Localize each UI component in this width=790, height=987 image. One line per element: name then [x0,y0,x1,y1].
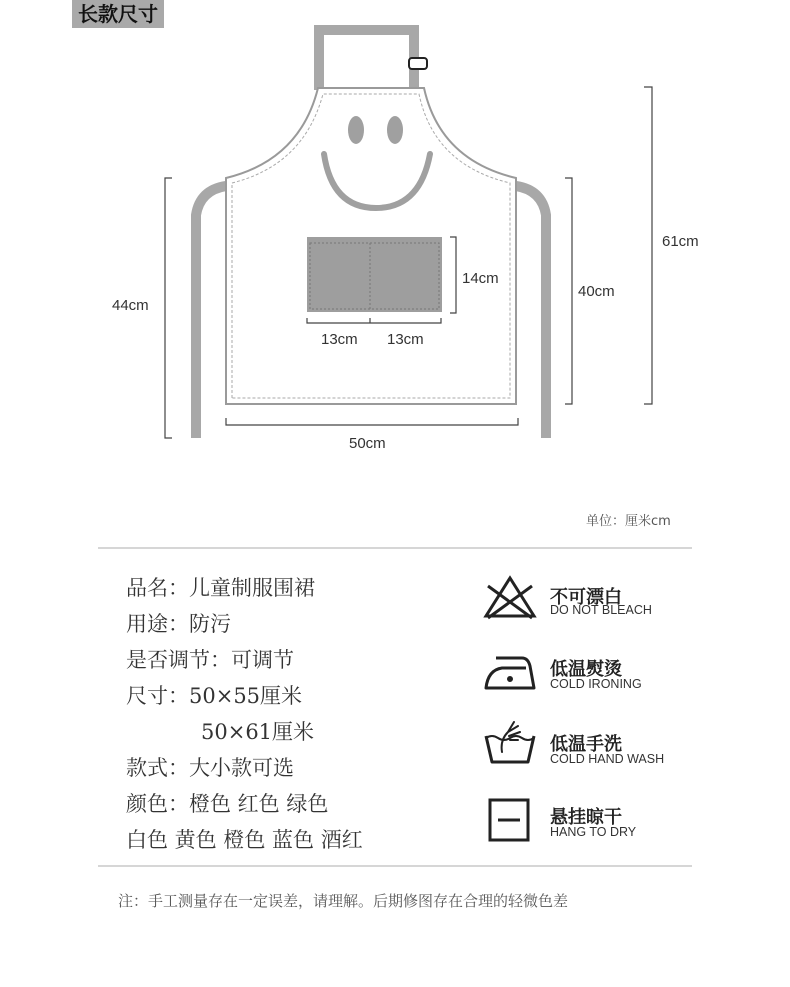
unit-note: 单位：厘米cm [586,514,671,529]
left-eye [348,116,364,144]
dim-label-13-right: 13cm [387,331,424,348]
section-title: 长款尺寸 [72,0,164,28]
divider-top [98,547,692,549]
dim-label-50: 50cm [349,435,386,452]
left-waist-tie [196,186,226,438]
care-no-bleach-cn: 不可漂白 [550,587,622,608]
dim-61-bracket [644,87,652,404]
care-hang-dry-cn: 悬挂晾干 [550,807,622,828]
no-bleach-icon [482,574,538,622]
care-iron-en: COLD IRONING [550,677,642,691]
pocket [307,237,442,312]
spec-size-2: 50×61厘米 [201,720,315,744]
dim-label-13-left: 13cm [321,331,358,348]
care-no-bleach-en: DO NOT BLEACH [550,603,652,617]
right-waist-tie [516,186,546,438]
care-hang-dry-en: HANG TO DRY [550,825,637,839]
dim-44-bracket [165,178,172,438]
iron-icon [482,648,538,696]
hand-wash-icon [482,716,538,764]
care-hand-wash-en: COLD HAND WASH [550,752,665,766]
hang-dry-icon [482,796,538,844]
dim-label-44: 44cm [112,297,149,314]
strap-buckle [409,58,427,69]
dim-40-bracket [565,178,572,404]
dim-label-40: 40cm [578,283,615,300]
neck-strap [319,30,414,90]
spec-adjustable: 是否调节：可调节 [126,648,294,672]
spec-colors-2: 白色 黄色 橙色 蓝色 酒红 [126,828,363,852]
spec-colors-1: 颜色：橙色 红色 绿色 [126,792,329,816]
spec-style: 款式：大小款可选 [126,756,294,780]
divider-bottom [98,865,692,867]
dim-label-61: 61cm [662,233,699,250]
footnote: 注：手工测量存在一定误差，请理解。后期修图存在合理的轻微色差 [118,892,569,910]
care-hand-wash-cn: 低温手洗 [550,734,622,755]
spec-size-1: 尺寸：50×55厘米 [126,684,303,708]
dim-50-bracket [226,418,518,425]
care-iron-cn: 低温熨烫 [550,659,622,680]
dim-label-14: 14cm [462,270,499,287]
right-eye [387,116,403,144]
spec-usage: 用途：防污 [126,612,231,636]
spec-product-name: 品名：儿童制服围裙 [126,576,315,600]
